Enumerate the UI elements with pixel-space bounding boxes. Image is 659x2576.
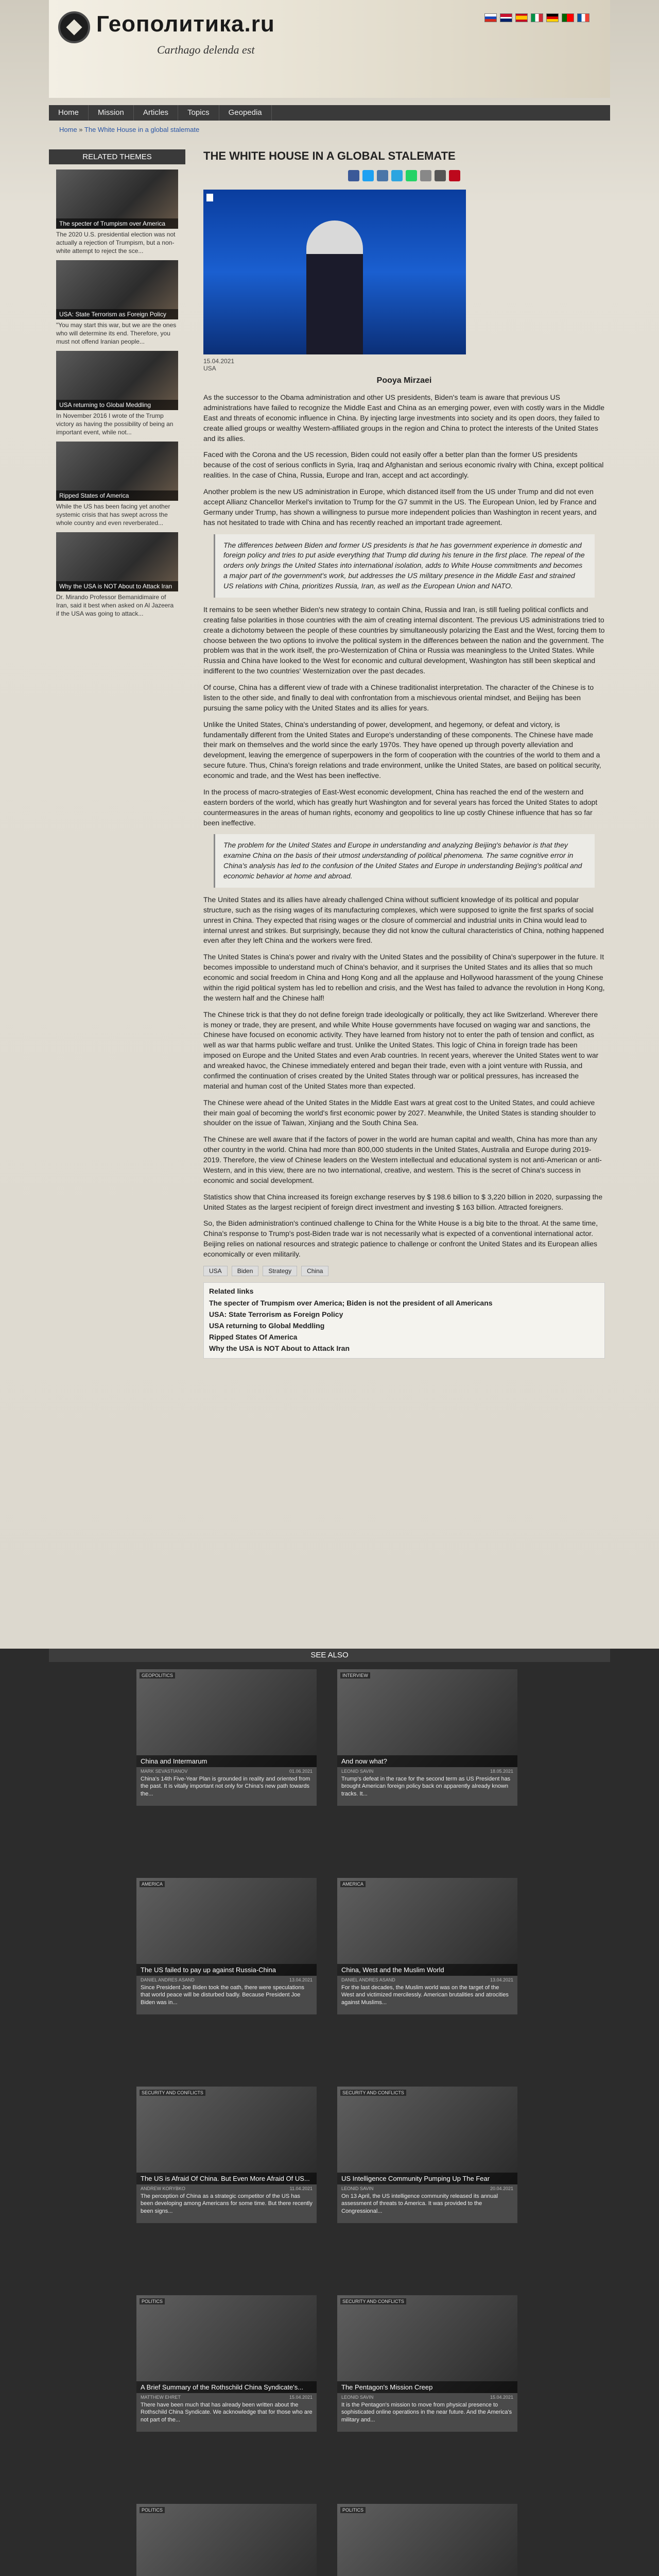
breadcrumb-current[interactable]: The White House in a global stalemate — [84, 126, 200, 133]
article-paragraph: Statistics show that China increased its foreign exchange reserves by $ 198.6 billion to $ 3,220 billion in 2020, surpassing the United States as the largest recipient of foreign direct investment and investing $ 163 billion. Attracted foreigners. — [203, 1192, 603, 1211]
sidebar-excerpt: "You may start this war, but we are the ones who will determine its end. Therefore, you must not offend Iranian people... — [56, 321, 177, 346]
see-also-card[interactable] — [136, 2504, 317, 2576]
card-title[interactable]: China, West and the Muslim World — [337, 1964, 517, 1976]
sidebar-caption[interactable]: USA returning to Global Meddling — [56, 400, 178, 410]
card-excerpt: There have been much that has already been written about the Rothschild China Syndicate. We acknowledge that for those who are not part of the... — [141, 2402, 313, 2423]
article-country[interactable]: USA — [203, 365, 216, 372]
tag[interactable]: Biden — [232, 1266, 259, 1276]
logo-emblem-icon[interactable] — [58, 11, 90, 43]
pinterest-icon[interactable] — [449, 170, 460, 181]
site-header — [49, 0, 610, 98]
tag[interactable]: USA — [203, 1266, 228, 1276]
flag-es-icon[interactable] — [515, 13, 528, 22]
card-excerpt: The perception of China as a strategic competitor of the US has been developing among Americans for some time. But there recently been signs... — [141, 2193, 313, 2214]
facebook-icon[interactable] — [348, 170, 359, 181]
card-image[interactable] — [136, 1669, 317, 1767]
card-title[interactable]: China and Intermarum — [136, 1755, 317, 1767]
sidebar-excerpt: In November 2016 I wrote of the Trump victory as having the possibility of being an important event, while not... — [56, 412, 174, 436]
sidebar-caption[interactable]: The specter of Trumpism over America — [56, 218, 178, 229]
sidebar-item[interactable] — [56, 260, 178, 346]
see-also-card[interactable] — [337, 2295, 517, 2432]
card-title[interactable]: A Brief Summary of the Rothschild China Syndicate's... — [136, 2381, 317, 2393]
card-image[interactable] — [337, 2087, 517, 2184]
site-title[interactable]: Геополитика.ru — [96, 11, 275, 37]
article-paragraph: The United States and its allies have already challenged China without sufficient knowledge of its political and popular structure, such as the rising wages of its manufacturing complexes, which were supposed to ignite the first sparks of social unrest in China. They expected that rising wages or the closure of commercial and industrial units in China would lead to internal unrest and strikes. But surprisingly, because they did not know the cultural characteristics of China, nothing happened even after they left China and the workers were fired. — [203, 895, 604, 945]
article — [198, 149, 610, 1633]
sidebar — [49, 149, 185, 1628]
card-title[interactable]: The US failed to pay up against Russia-China — [136, 1964, 317, 1976]
article-date: 15.04.2021 USA — [203, 358, 235, 372]
nav-mission[interactable]: Mission — [89, 105, 134, 121]
hero-label — [206, 194, 213, 201]
sidebar-thumbnail[interactable] — [56, 170, 178, 229]
sidebar-caption[interactable]: Why the USA is NOT About to Attack Iran — [56, 581, 178, 591]
whatsapp-icon[interactable] — [406, 170, 417, 181]
card-image[interactable] — [337, 1878, 517, 1976]
card-title[interactable]: And now what? — [337, 1755, 517, 1767]
related-link[interactable]: The specter of Trumpism over America; Biden is not the president of all Americans — [209, 1298, 493, 1307]
flag-ru-icon[interactable] — [484, 13, 497, 22]
card-category[interactable]: POLITICS — [140, 2507, 165, 2513]
card-meta: LEONID SAVIN 20.04.2021 — [341, 2186, 513, 2191]
article-paragraph: The Chinese trick is that they do not define foreign trade ideologically or politically, they act like Switzerland. Wherever there is money or trade, they are present, and while White House governments have focused on waging war and sanctions, the Chinese have focused on economic activity. They have learned from history not to enter the path of tension and conflict, as well as war that harms public welfare and trust. Unlike the United States. This logic of China in foreign trade has been imposed on Europe and the United States and even Arab countries. In recent years, wherever the United States went to war and wreaked havoc, the Chinese immediately entered and began their trade, even with a joint venture with Russia, and confirmed the continuation of crises created by the United States through war or political pressures, has increased the material and human cost of the United States more than expected. — [203, 1010, 599, 1090]
sidebar-thumbnail[interactable] — [56, 442, 178, 501]
see-also-card[interactable] — [337, 2504, 517, 2576]
article-paragraph: The Chinese were ahead of the United States in the Middle East wars at great cost to the United States, and could achieve their main goal of becoming the world's first economic power by 2027. Meanwhile, the United States is standing shoulder to shoulder on the issue of Taiwan, Xinjiang and the South China Sea. — [203, 1098, 596, 1127]
nav-geopedia[interactable]: Geopedia — [219, 105, 272, 121]
article-quote: The problem for the United States and Europe in understanding and analyzing Beijing's behavior is that they examine China on the basis of their utmost understanding of political phenomena. The same cognitive error in China's analysis has led to the confusion of the United States and Europe in understanding Beijing's political and economic behavior at home and abroad. — [214, 834, 595, 888]
related-link[interactable]: USA: State Terrorism as Foreign Policy — [209, 1310, 343, 1318]
article-paragraph: So, the Biden administration's continued challenge to China for the White House is a big bite to the throat. At the same time, China's response to Trump's post-Biden trade war is not necessarily what is expected of a conventional international actor. Beijing relies on national resources and strategic patience to challenge or confront the United States and its European allies economically or even militarily. — [203, 1219, 598, 1258]
card-image[interactable] — [337, 2295, 517, 2393]
card-excerpt: China's 14th Five-Year Plan is grounded in reality and oriented from the past. It is vitally important not only for China's new path towards the... — [141, 1776, 310, 1797]
card-category[interactable]: SECURITY AND CONFLICTS — [140, 2090, 205, 2096]
sidebar-thumbnail[interactable] — [56, 260, 178, 319]
article-hero-image — [203, 190, 466, 354]
nav-home[interactable]: Home — [49, 105, 89, 121]
related-link[interactable]: USA returning to Global Meddling — [209, 1321, 325, 1330]
vk-icon[interactable] — [377, 170, 388, 181]
tag[interactable]: Strategy — [263, 1266, 297, 1276]
sidebar-caption[interactable]: USA: State Terrorism as Foreign Policy — [56, 309, 178, 319]
article-paragraph: As the successor to the Obama administration and other US presidents, Biden's team is aware that previous US administrations have failed to recognize the Middle East and China as an emerging power, even with costly wars in the Middle East and threats of economic influence in China. By injecting large investments into society and its open doors, they failed to create allied groups or wealthy Western-affiliated groups in the region and China to protect the interests of the United States and its allies. — [203, 393, 604, 443]
card-meta: MARK SEVASTIANOV 01.06.2021 — [141, 1769, 313, 1774]
card-excerpt: Trump's defeat in the race for the second term as US President has brought American foreign policy back on apparently already known tracks. It... — [341, 1776, 511, 1797]
sidebar-excerpt: While the US has been facing yet another systemic crisis that has swept across the whole country and even reverberated... — [56, 503, 170, 527]
article-paragraph: Faced with the Corona and the US recession, Biden could not easily offer a better plan than the former US presidents because of the cost of serious conflicts in Syria, Iraq and Afghanistan and serious economic rivalry with China, except political realities. In the case of China, Russia, Europe and Iran, accept and act accordingly. — [203, 450, 604, 480]
sidebar-item[interactable] — [56, 442, 178, 527]
article-paragraph: The Chinese are well aware that if the factors of power in the world are human capital and wealth, China has more than any other country in the world. China had more than 800,000 students in the United States, Australia and Europe during 2019-2019. Therefore, the view of Chinese leaders on the Western intellectual and educational system is not anti-American or anti-Western, and in this view, there are no two international, creative, and western. This is the secret of China's success in economic and social development. — [203, 1135, 602, 1184]
twitter-icon[interactable] — [362, 170, 374, 181]
sidebar-caption[interactable]: Ripped States of America — [56, 490, 178, 501]
sidebar-item[interactable] — [56, 532, 178, 618]
breadcrumb-home[interactable]: Home — [59, 126, 77, 133]
sidebar-item[interactable] — [56, 351, 178, 436]
sidebar-excerpt: Dr. Mirando Professor Bemanidimaire of Iran, said it best when asked on Al Jazeera if the USA was going to attack... — [56, 594, 174, 618]
related-link[interactable]: Why the USA is NOT About to Attack Iran — [209, 1344, 350, 1352]
nav-articles[interactable]: Articles — [134, 105, 178, 121]
hero-portrait — [306, 221, 363, 354]
article-paragraph: It remains to be seen whether Biden's new strategy to contain China, Russia and Iran, is still fueling political conflicts and creating false polarities in those countries with the aim of creating internal discontent. The previous US administrations tried to create a dichotomy between the people of these countries by simultaneously polarizing the East and the West, forcing them to choose between the two options to involve the political system in the differences between the nation and the government. The problem was that in the work itself, the pro-Westernization of China or Russia was meaningless to the United States. While Russia and China have looked to the West for economic and cultural development, Washington has still been skeptical and indifferent to the two countries' Westernization over the past decades. — [203, 605, 605, 675]
related-links-title: Related links — [209, 1286, 254, 1295]
article-paragraph: The United States is China's power and rivalry with the United States and the possibility of China's superpower in the future. It becomes impossible to understand much of China's behavior, and it surprises the United States and its allies that so much economic and social freedom in China and Hong Kong and all the applause and Hollywood harassment of the young Chinese within the rigid political system has led to rebellion and crisis, and the West has failed to advance the revolution in Hong Kong, the western half and the Chinese half! — [203, 953, 605, 1002]
card-meta: LEONID SAVIN 18.05.2021 — [341, 1769, 513, 1774]
card-category[interactable]: INTERVIEW — [340, 1672, 370, 1679]
card-title[interactable]: The Pentagon's Mission Creep — [337, 2381, 517, 2393]
card-category[interactable]: POLITICS — [140, 2298, 165, 2304]
article-quote: The differences between Biden and former US presidents is that he has government experience in domestic and foreign policy and tries to put aside everything that Trump did during his tenure in the first place. The repeal of the orders only brings the United States into international isolation, adds to White House commitments and becomes a major part of the government's work, but addresses the US military presence in the Middle East and strained US relations with China, prioritizes Russia, Iran, as well as the European Union and NATO. — [214, 534, 595, 598]
card-meta: ANDREW KORYBKO 11.04.2021 — [141, 2186, 313, 2191]
card-title[interactable]: US Intelligence Community Pumping Up The Fear — [337, 2173, 517, 2184]
print-icon[interactable] — [435, 170, 446, 181]
email-icon[interactable] — [420, 170, 431, 181]
card-image[interactable] — [136, 2087, 317, 2184]
card-meta: DANIEL ANDRES ASAND 13.04.2021 — [341, 1977, 513, 1982]
card-meta: DANIEL ANDRES ASAND 13.04.2021 — [141, 1977, 313, 1982]
related-links — [203, 1282, 605, 1359]
card-category[interactable]: POLITICS — [340, 2507, 366, 2513]
see-also-card[interactable] — [337, 2087, 517, 2223]
card-meta: LEONID SAVIN 15.04.2021 — [341, 2395, 513, 2400]
flag-de-icon[interactable] — [546, 13, 559, 22]
card-title[interactable]: The US is Afraid Of China. But Even More Afraid Of US... — [136, 2173, 317, 2184]
flag-pt-icon[interactable] — [562, 13, 574, 22]
article-tags — [203, 1266, 605, 1276]
related-link[interactable]: Ripped States Of America — [209, 1332, 298, 1341]
see-also-card[interactable] — [136, 2295, 317, 2432]
article-paragraph: In the process of macro-strategies of East-West economic development, China has reached the end of the western and eastern borders of the world, which has greatly hurt Washington and for several years has forced the United States to adopt countermeasures in the areas of human rights, economy and geopolitics to line up costly Chinese influence that has so far been ineffective. — [203, 787, 598, 827]
sidebar-item[interactable] — [56, 170, 178, 255]
flag-fr-icon[interactable] — [577, 13, 589, 22]
see-also-card[interactable] — [337, 1878, 517, 2014]
sidebar-excerpt: The 2020 U.S. presidential election was not actually a rejection of Trumpism, but a non-white attempt to reject the sce... — [56, 231, 176, 255]
card-image[interactable] — [136, 1878, 317, 1976]
card-image[interactable] — [337, 2504, 517, 2576]
see-also-card[interactable] — [136, 1669, 317, 1806]
see-also-card[interactable] — [136, 1878, 317, 2014]
card-image[interactable] — [136, 2295, 317, 2393]
article-title: THE WHITE HOUSE IN A GLOBAL STALEMATE — [203, 149, 456, 162]
flag-it-icon[interactable] — [531, 13, 543, 22]
article-paragraph: Another problem is the new US administration in Europe, which distanced itself from the US under Trump and did not even accept Allianz Chancellor Merkel's invitation to Trump for the G7 summit in the US. The European Union, led by France and Germany under Trump, has shown a willingness to pursue more independent policies than Washington in recent years, and has not hesitated to trade with China and has recently reached an important trade agreement. — [203, 487, 597, 527]
language-flags — [484, 13, 589, 22]
see-also-card[interactable] — [337, 1669, 517, 1806]
card-excerpt: For the last decades, the Muslim world was on the target of the West and victimized mercilessly. American brutalities and atrocities against Muslims... — [341, 1985, 509, 2006]
sidebar-thumbnail[interactable] — [56, 532, 178, 591]
flag-en-icon[interactable] — [500, 13, 512, 22]
sidebar-thumbnail[interactable] — [56, 351, 178, 410]
telegram-icon[interactable] — [391, 170, 403, 181]
card-category[interactable]: GEOPOLITICS — [140, 1672, 175, 1679]
card-category[interactable]: SECURITY AND CONFLICTS — [340, 2090, 406, 2096]
card-meta: MATTHEW EHRET 15.04.2021 — [141, 2395, 313, 2400]
tag[interactable]: China — [301, 1266, 328, 1276]
see-also-card[interactable] — [136, 2087, 317, 2223]
article-paragraph: Unlike the United States, China's understanding of power, development, and hegemony, or defeat and victory, is fundamentally different from the United States and Europe's understanding of these components. The Chinese have made their mark on themselves and the world since the early 1970s. They have opened up through poverty alleviation and development, leaving the emergence of superpowers in the form of cooperation with the countries of the world to them and a secure future. Thus, China's foreign relations and trade environment, unlike the United States, are based on political security, economic and trade, and the West has been ineffective. — [203, 720, 601, 779]
article-paragraph: Of course, China has a different view of trade with a Chinese traditionalist interpretation. The character of the Chinese is to listen to the other side, and finally to deal with confrontation from a mischievous oriental mindset, and Beijing has been pursuing the same policy with the United States and its allies for years. — [203, 683, 594, 712]
nav-topics[interactable]: Topics — [178, 105, 219, 121]
share-bar — [198, 170, 610, 181]
see-also-title: SEE ALSO — [49, 1649, 610, 1662]
card-excerpt: Since President Joe Biden took the oath, there were speculations that world peace will be disturbed badly. Because President Joe Biden was in... — [141, 1985, 304, 2006]
card-category[interactable]: SECURITY AND CONFLICTS — [340, 2298, 406, 2304]
card-category[interactable]: AMERICA — [340, 1881, 366, 1887]
site-motto: Carthago delenda est — [157, 43, 255, 56]
card-category[interactable]: AMERICA — [140, 1881, 165, 1887]
card-image[interactable] — [136, 2504, 317, 2576]
article-author[interactable]: Pooya Mirzaei — [376, 376, 432, 385]
main-nav — [49, 105, 610, 121]
sidebar-title: RELATED THEMES — [49, 149, 185, 164]
card-image[interactable] — [337, 1669, 517, 1767]
card-excerpt: It is the Pentagon's mission to move from physical presence to sophisticated online operations in the near future. And the America's military and... — [341, 2402, 512, 2423]
breadcrumb: Home » The White House in a global stalemate — [59, 126, 200, 133]
card-excerpt: On 13 April, the US intelligence community released its annual assessment of threats to America. It was provided to the Congressional... — [341, 2193, 498, 2214]
